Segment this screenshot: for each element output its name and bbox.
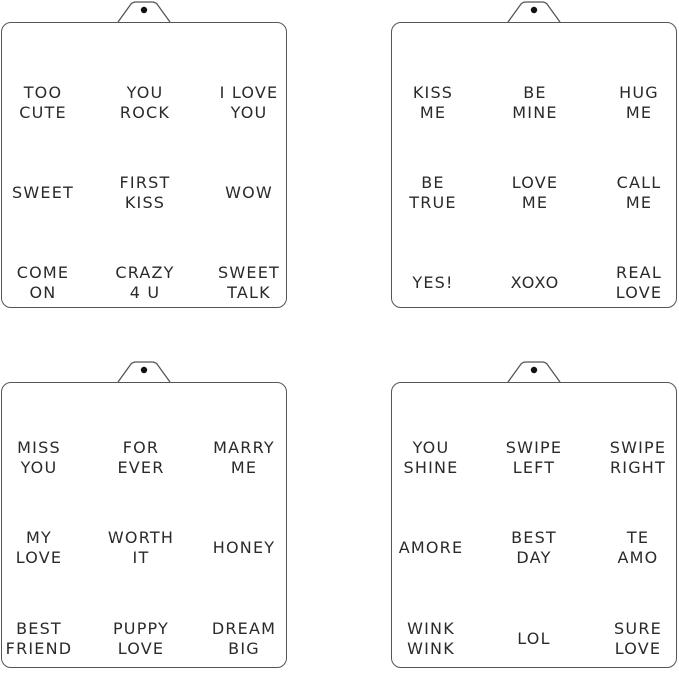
phrase-cell: SWIPE RIGHT: [609, 438, 667, 477]
stencil-board: [391, 22, 677, 308]
phrase-cell: AMORE: [398, 538, 464, 557]
phrase-cell: CALL ME: [616, 173, 662, 212]
phrase-cell: TE AMO: [617, 528, 659, 567]
phrase-cell: WOW: [225, 183, 273, 202]
phrase-cell: KISS ME: [412, 83, 454, 122]
phrase-cell: BEST DAY: [511, 528, 557, 567]
phrase-cell: TOO CUTE: [19, 83, 67, 122]
stencil-board: [391, 382, 677, 668]
phrase-cell: CRAZY 4 U: [115, 263, 175, 302]
hang-hole-icon: [141, 367, 147, 373]
phrase-cell: WINK WINK: [407, 619, 455, 658]
hang-hole-icon: [531, 367, 537, 373]
phrase-cell: MARRY ME: [213, 438, 275, 477]
phrase-cell: FIRST KISS: [119, 173, 171, 212]
phrase-cell: LOL: [517, 629, 551, 648]
hang-hole-icon: [531, 7, 537, 13]
phrase-cell: SWIPE LEFT: [505, 438, 563, 477]
phrase-cell: PUPPY LOVE: [112, 619, 170, 658]
phrase-cell: REAL LOVE: [615, 263, 663, 302]
phrase-cell: I LOVE YOU: [219, 83, 279, 122]
phrase-cell: MISS YOU: [17, 438, 61, 477]
stencil-card-4: [391, 360, 679, 670]
phrase-cell: BE MINE: [512, 83, 558, 122]
stencil-card-2: [391, 0, 679, 310]
phrase-cell: XOXO: [510, 273, 560, 292]
phrase-cell: YOU ROCK: [119, 83, 171, 122]
phrase-cell: FOR EVER: [117, 438, 165, 477]
phrase-cell: DREAM BIG: [211, 619, 277, 658]
phrase-cell: SURE LOVE: [614, 619, 662, 658]
phrase-cell: WORTH IT: [107, 528, 175, 567]
phrase-cell: SWEET: [12, 183, 74, 202]
phrase-cell: HUG ME: [619, 83, 659, 122]
stencil-card-1: [1, 0, 291, 310]
phrase-cell: BEST FRIEND: [5, 619, 73, 658]
stencil-board: [1, 22, 287, 308]
phrase-cell: YES!: [412, 273, 454, 292]
phrase-cell: MY LOVE: [15, 528, 63, 567]
stencil-board: [1, 382, 287, 668]
phrase-cell: HONEY: [212, 538, 276, 557]
phrase-cell: BE TRUE: [409, 173, 457, 212]
phrase-cell: SWEET TALK: [218, 263, 280, 302]
phrase-cell: LOVE ME: [511, 173, 559, 212]
phrase-cell: COME ON: [16, 263, 70, 302]
phrase-cell: YOU SHINE: [403, 438, 459, 477]
hang-hole-icon: [141, 7, 147, 13]
stencil-card-3: [1, 360, 291, 670]
